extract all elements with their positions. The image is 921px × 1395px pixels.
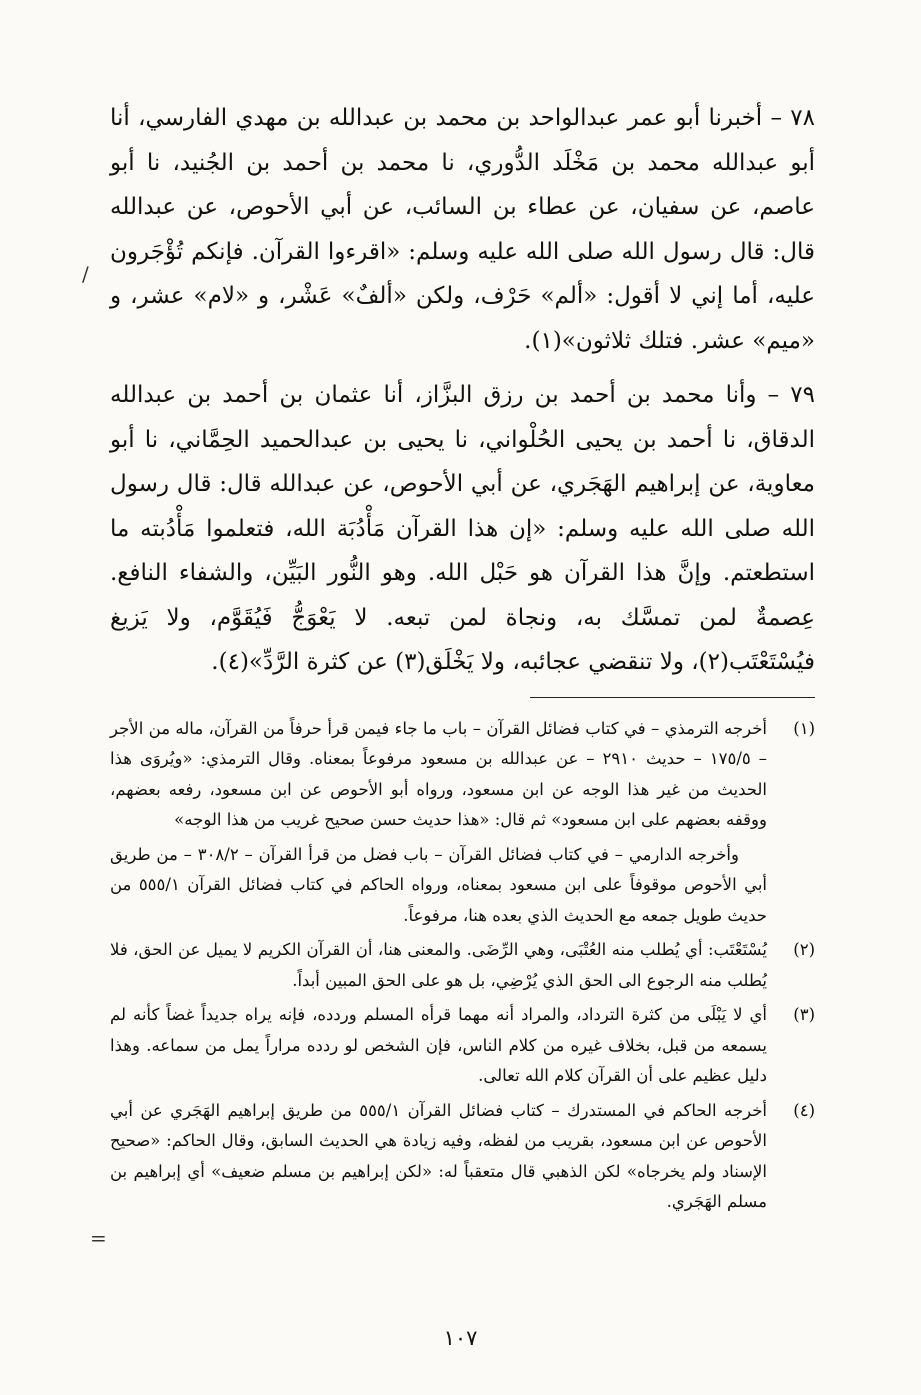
footnote-paragraph: أخرجه الترمذي – في كتاب فضائل القرآن – باب ما جاء فيمن قرأ حرفاً من القرآن، ماله من الأجر – ١٧٥/٥ – حديث ٢٩١٠ – عن عبدالله بن مسعود مرفوعاً بمعناه. وقال الترمذي: «ويُروَى هذا الحديث من غير هذا الوجه عن ابن مسعود، ورواه أبو الأحوص عن ابن مسعود، رفعه بعضهم، ووقفه بعضهم على ابن مسعود» ثم قال: «هذا حديث حسن صحيح غريب من هذا الوجه» [110,718,768,829]
footnote-body [110,1000,767,1092]
hadith-79: ٧٩ – وأنا محمد بن أحمد بن رزق البزَّاز، أنا عثمان بن أحمد بن عبدالله الدقاق، نا أحمد بن يحيى الحُلْواني، نا يحيى بن عبدالحميد الحِمَّاني، نا أبو معاوية، عن إبراهيم الهَجَري، عن أبي الأحوص، عن عبدالله قال: قال رسول الله صلى الله عليه وسلم: «إن هذا القرآن مَأْدُبَة الله، فتعلموا مَأْدُبته ما استطعتم. وإنَّ هذا القرآن هو حَبْل الله. وهو النُّور البَيِّن، والشفاء النافع. عِصمةٌ لمن تمسَّك به، ونجاة لمن تبعه. لا يَعْوَجُّ فَيُقَوَّم، ولا يَزيغ فيُسْتَعْتَب(٢)، ولا تنقضي عجائبه، ولا يَخْلَق(٣) عن كثرة الرَّدِّ»(٤). [110,382,815,675]
page-content [110,96,815,1222]
footnote-paragraph: يُسْتَعْتَب: أي يُطلب منه العُتْبَى، وهي الرِّضَى. والمعنى هنا، أن القرآن الكريم لا يميل عن الحق، فلا يُطلب منه الرجوع الى الحق الذي يُرْضِي، بل هو على الحق المبين أبداً. [110,940,767,990]
footnote-number: (٤) [793,1100,815,1120]
footnote-number: (١) [793,718,815,738]
footnote-2 [110,935,815,996]
page-number: ١٠٧ [443,1326,478,1350]
hadith-78: ٧٨ – أخبرنا أبو عمر عبدالواحد بن محمد بن عبدالله بن مهدي الفارسي، أنا أبو عبدالله محمد بن مَخْلَد الدُّوري، نا محمد بن أحمد بن الجُنيد، نا أبو عاصم، عن سفيان، عن عطاء بن السائب، عن أبي الأحوص، عن عبدالله قال: قال رسول الله صلى الله عليه وسلم: «اقرءوا القرآن. فإنكم تُؤْجَرون عليه، أما إني لا أقول: «ألم» حَرْف، ولكن «ألفٌ» عَشْر، و «لام» عشر، و «ميم» عشر. فتلك ثلاثون»(١). [110,105,815,354]
margin-mark: / [82,262,89,286]
footnote-body [110,714,767,932]
footnote-divider [530,697,815,698]
footnote-3 [110,1000,815,1092]
footnote-paragraph: أخرجه الحاكم في المستدرك – كتاب فضائل القرآن ٥٥٥/١ من طريق إبراهيم الهَجَري عن أبي الأحوص عن ابن مسعود، بقريب من لفظه، وفيه زيادة هي الحديث السابق، وقال الحاكم: «صحيح الإسناد ولم يخرجاه» لكن الذهبي قال متعقباً له: «لكن إبراهيم بن مسلم ضعيف» أي إبراهيم بن مسلم الهَجَري. [110,1100,767,1211]
footnote-body [110,1096,767,1218]
margin-mark: = [90,1226,107,1250]
footnote-1 [110,714,815,932]
footnote-4 [110,1096,815,1218]
footnote-paragraph: أي لا يَبْلَى من كثرة الترداد، والمراد أنه مهما قرأه المسلم وردده، فإنه يراه جديداً غضاً كأنه لم يسمعه من قبل، بخلاف غيره من كلام الناس، فإن الشخص لو ردده مراراً يمل من سماعه. وهذا دليل عظيم على أن القرآن كلام الله تعالى. [110,1005,767,1085]
footnote-number: (٣) [793,1005,815,1024]
footnote-body [110,935,767,996]
footnote-number: (٢) [793,940,815,959]
footnote-paragraph: وأخرجه الدارمي – في كتاب فضائل القرآن – باب فضل من قرأ القرآن – ٣٠٨/٢ – من طريق أبي الأحوص موقوفاً على ابن مسعود بمعناه، ورواه الحاكم في كتاب فضائل القرآن ٥٥٥/١ من حديث طويل جمعه مع الحديث الذي بعده هنا، مرفوعاً. [110,844,767,925]
